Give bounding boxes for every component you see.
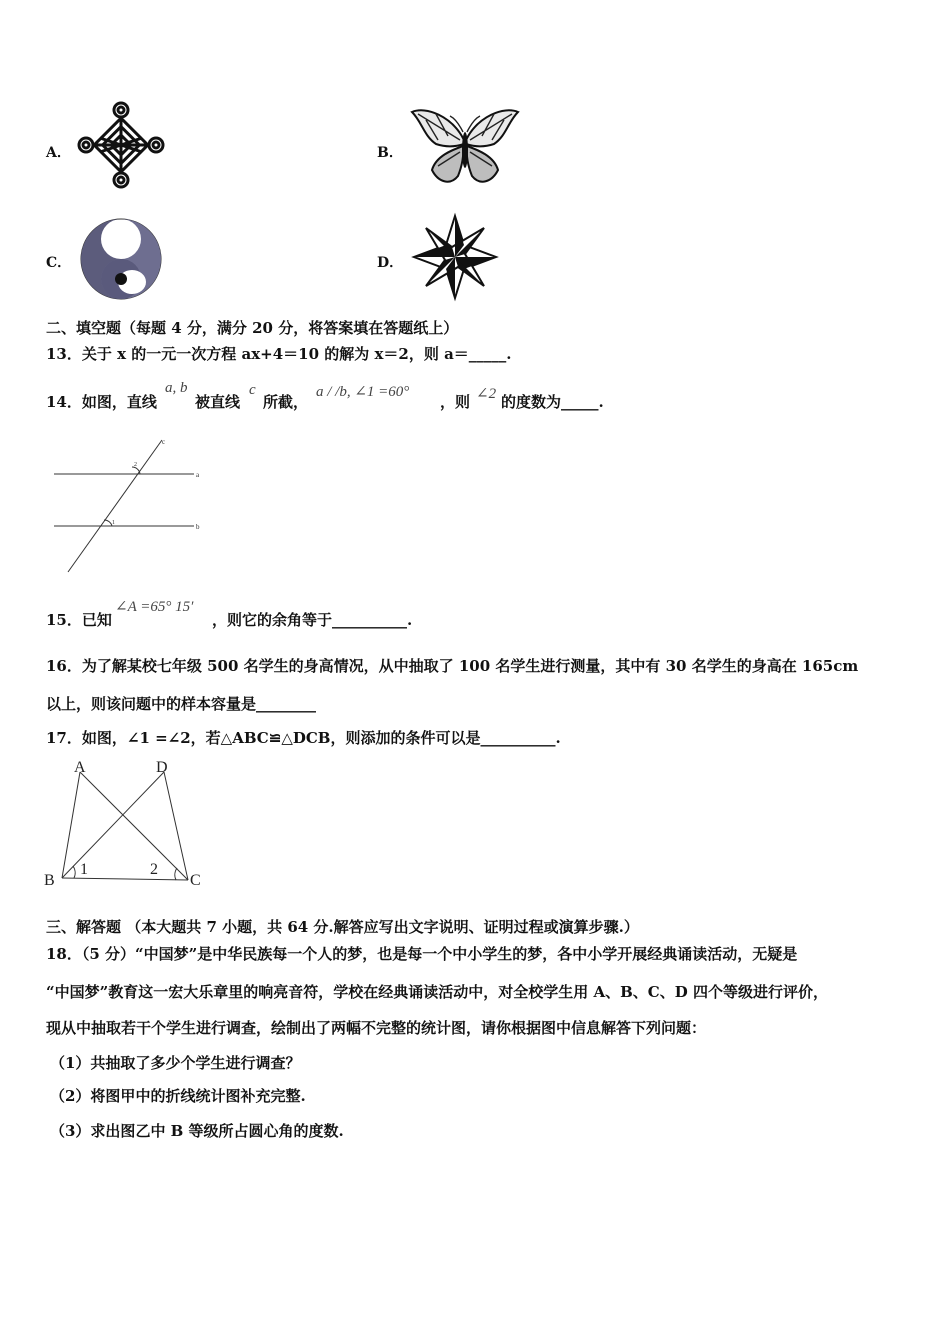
triangles-figure xyxy=(40,752,220,898)
question-14-condition: a / /b, ∠1 =60° xyxy=(316,384,410,400)
question-14-prefix: 14．如图，直线 xyxy=(46,393,157,411)
question-14-mid3: ，则 xyxy=(440,393,471,411)
question-16-line2: 以上，则该问题中的样本容量是________ xyxy=(46,695,317,713)
question-14-mid2: 所截， xyxy=(263,393,309,411)
question-18-sub3: （3）求出图乙中 B 等级所占圆心角的度数. xyxy=(50,1122,344,1140)
figure14-label-b: b xyxy=(196,523,200,531)
butterfly-icon xyxy=(408,106,522,188)
question-16-line1: 16．为了解某校七年级 500 名学生的身高情况，从中抽取了 100 名学生进行测量，其中有 30 名学生的身高在 165cm xyxy=(46,657,859,675)
question-18-line1: 18．（5 分）“中国梦”是中华民族每一个人的梦，也是每一个中小学生的梦，各中小学开展经典诵读活动，无疑是 xyxy=(46,945,798,963)
question-15-prefix: 15．已知 xyxy=(46,611,112,629)
option-d-label: D． xyxy=(377,255,404,271)
figure17-angle1: 1 xyxy=(80,861,88,878)
question-18-line2: “中国梦”教育这一宏大乐章里的响亮音符，学校在经典诵读活动中，对全校学生用 A、B、C、D 四个等级进行评价， xyxy=(46,983,828,1001)
question-18-line3: 现从中抽取若干个学生进行调查，绘制出了两幅不完整的统计图，请你根据图中信息解答下列问题： xyxy=(46,1019,707,1037)
question-14-mid1: 被直线 xyxy=(195,393,241,411)
figure17-angle2: 2 xyxy=(150,861,158,878)
question-17: 17．如图，∠1 =∠2，若△ABC≌△DCB，则添加的条件可以是__________. xyxy=(46,729,561,747)
option-b-label: B． xyxy=(377,145,403,161)
figure17-label-c: C xyxy=(190,872,201,889)
parallel-lines-figure xyxy=(50,436,210,576)
figure17-label-a: A xyxy=(74,759,86,776)
question-18-sub1: （1）共抽取了多少个学生进行调查？ xyxy=(50,1054,301,1072)
option-c-label: C． xyxy=(46,255,72,271)
figure14-angle1: 1 xyxy=(112,520,115,526)
question-18-sub2: （2）将图甲中的折线统计图补充完整. xyxy=(50,1087,306,1105)
figure17-label-b: B xyxy=(44,872,55,889)
figure17-label-d: D xyxy=(156,759,168,776)
eight-point-star-icon xyxy=(412,214,498,300)
question-15-math: ∠A =65° 15′ xyxy=(115,599,194,615)
chinese-knot-icon xyxy=(78,102,164,188)
figure14-label-a: a xyxy=(196,471,200,479)
question-13: 13．关于 x 的一元一次方程 ax+4＝10 的解为 x＝2，则 a＝_____. xyxy=(46,345,512,363)
figure14-label-c: c xyxy=(162,438,166,446)
section3-heading: 三、解答题 （本大题共 7 小题，共 64 分.解答应写出文字说明、证明过程或演算步骤.） xyxy=(46,918,639,936)
question-14-var-c: c xyxy=(249,382,256,398)
question-15-suffix: ，则它的余角等于__________. xyxy=(212,611,413,629)
question-14-vars-ab: a, b xyxy=(165,380,188,396)
section2-heading: 二、填空题（每题 4 分，满分 20 分，将答案填在答题纸上） xyxy=(46,319,459,337)
option-a-label: A． xyxy=(46,145,71,161)
question-14-angle2: ∠2 xyxy=(476,386,497,402)
question-14-suffix: 的度数为_____. xyxy=(501,393,604,411)
figure14-angle2: 2 xyxy=(134,462,137,468)
yin-yang-icon xyxy=(80,218,162,300)
